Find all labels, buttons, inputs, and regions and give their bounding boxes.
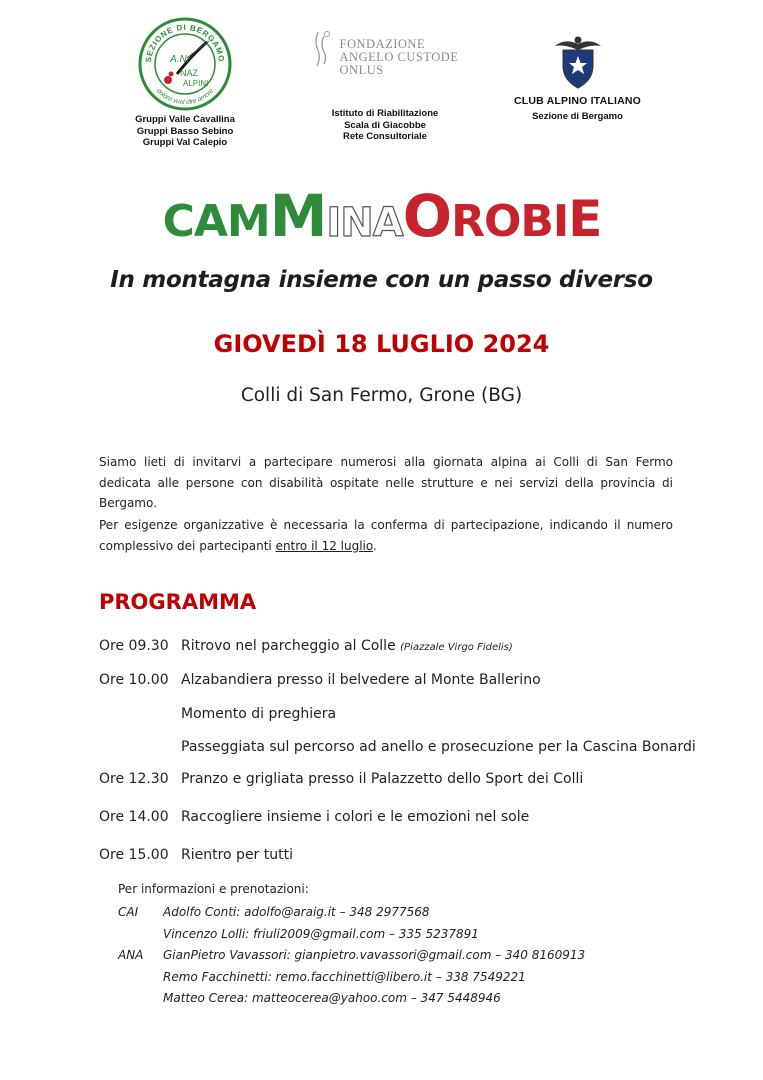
cai-eagle-shield-icon	[553, 32, 603, 92]
intro-paragraph-2: Per esigenze organizzative è necessaria la conferma di partecipazione, indicando il numero complessivo dei partecipanti entro il 12 luglio.	[99, 518, 673, 553]
ana-caption-3: Gruppi Val Calepio	[142, 137, 228, 148]
program-text: Pranzo e grigliata presso il Palazzetto dello Sport dei Colli	[181, 771, 584, 787]
contacts-heading: Per informazioni e prenotazioni:	[118, 882, 309, 896]
contact-text: Vincenzo Lolli: friuli2009@gmail.com – 335 5237891	[163, 927, 479, 941]
program-item	[99, 847, 293, 863]
ana-sponsor	[110, 14, 260, 149]
contact-row	[118, 905, 430, 919]
foundation-sponsor	[290, 28, 480, 143]
event-tagline: In montagna insieme con un passo diverso	[110, 267, 653, 293]
deadline-text: entro il 12 luglio	[275, 538, 374, 553]
program-time: Ore 10.00	[99, 672, 169, 688]
foundation-caption-1: Istituto di Riabilitazione	[331, 108, 439, 119]
svg-text:CAMMINAOROBIE: CAMMINAOROBIE	[162, 182, 602, 250]
event-date: GIOVEDÌ 18 LUGLIO 2024	[213, 330, 550, 358]
ana-logo	[135, 14, 235, 114]
ana-motto: dolore vuol dire amore	[154, 87, 216, 107]
program-text: Ritrovo nel parcheggio al Colle	[181, 638, 396, 654]
contact-row	[118, 970, 526, 984]
event-logo	[162, 180, 602, 250]
program-text: Alzabandiera presso il belvedere al Monte Ballerino	[181, 672, 541, 688]
program-item	[99, 809, 529, 825]
program-time: Ore 09.30	[99, 638, 169, 654]
contact-org: ANA	[118, 948, 144, 962]
program-text: Raccogliere insieme i colori e le emozioni nel sole	[181, 809, 530, 825]
ana-caption-2: Gruppi Basso Sebino	[136, 125, 234, 137]
contact-text: Remo Facchinetti: remo.facchinetti@libero.it – 338 7549221	[163, 970, 526, 984]
foundation-caption-2: Scala di Giacobbe	[344, 119, 426, 131]
program-item: Momento di preghiera	[181, 706, 337, 722]
event-place: Colli di San Fermo, Grone (BG)	[240, 385, 523, 406]
program-time: Ore 14.00	[99, 809, 169, 825]
intro-paragraph-1: Siamo lieti di invitarvi a partecipare numerosi alla giornata alpina ai Colli di San Fermo dedicata alle persone con disabilità ospitate nelle strutture e nei servizi della provincia di Bergamo.	[99, 455, 673, 510]
contact-row	[118, 991, 501, 1005]
svg-text:A.N.: A.N.	[170, 54, 190, 65]
program-item	[99, 771, 583, 787]
cai-sponsor	[495, 32, 660, 122]
svg-text:ALPINI: ALPINI	[183, 79, 209, 88]
program-text: Rientro per tutti	[181, 847, 293, 863]
foundation-name: FONDAZIONE ANGELO CUSTODE ONLUS	[339, 37, 459, 77]
contact-row	[118, 948, 585, 962]
contact-text: GianPietro Vavassori: gianpietro.vavassori@gmail.com – 340 8160913	[163, 948, 586, 962]
cai-name: CLUB ALPINO ITALIANO	[513, 95, 642, 107]
program-time: Ore 12.30	[99, 771, 169, 787]
contact-text: Adolfo Conti: adolfo@araig.it – 348 2977568	[163, 905, 430, 919]
program-time: Ore 15.00	[99, 847, 169, 863]
ana-ring-text: SEZIONE DI BERGAMO	[143, 22, 227, 63]
program-item	[99, 672, 541, 688]
contact-row	[118, 927, 479, 941]
program-item	[99, 638, 513, 654]
foundation-caption-3: Rete Consultoriale	[343, 131, 427, 142]
ana-caption-1: Gruppi Valle Cavallina	[135, 114, 235, 125]
contact-text: Matteo Cerea: matteocerea@yahoo.com – 347 5448946	[163, 991, 501, 1005]
contact-org: CAI	[118, 905, 139, 919]
program-note: (Piazzale Virgo Fidelis)	[400, 642, 513, 653]
svg-text:NAZ: NAZ	[180, 68, 198, 78]
cai-section: Sezione di Bergamo	[532, 111, 623, 122]
program-item: Passeggiata sul percorso ad anello e prosecuzione per la Cascina Bonardi	[181, 739, 696, 755]
angel-hands-icon	[312, 28, 334, 68]
programma-title: PROGRAMMA	[99, 590, 257, 614]
